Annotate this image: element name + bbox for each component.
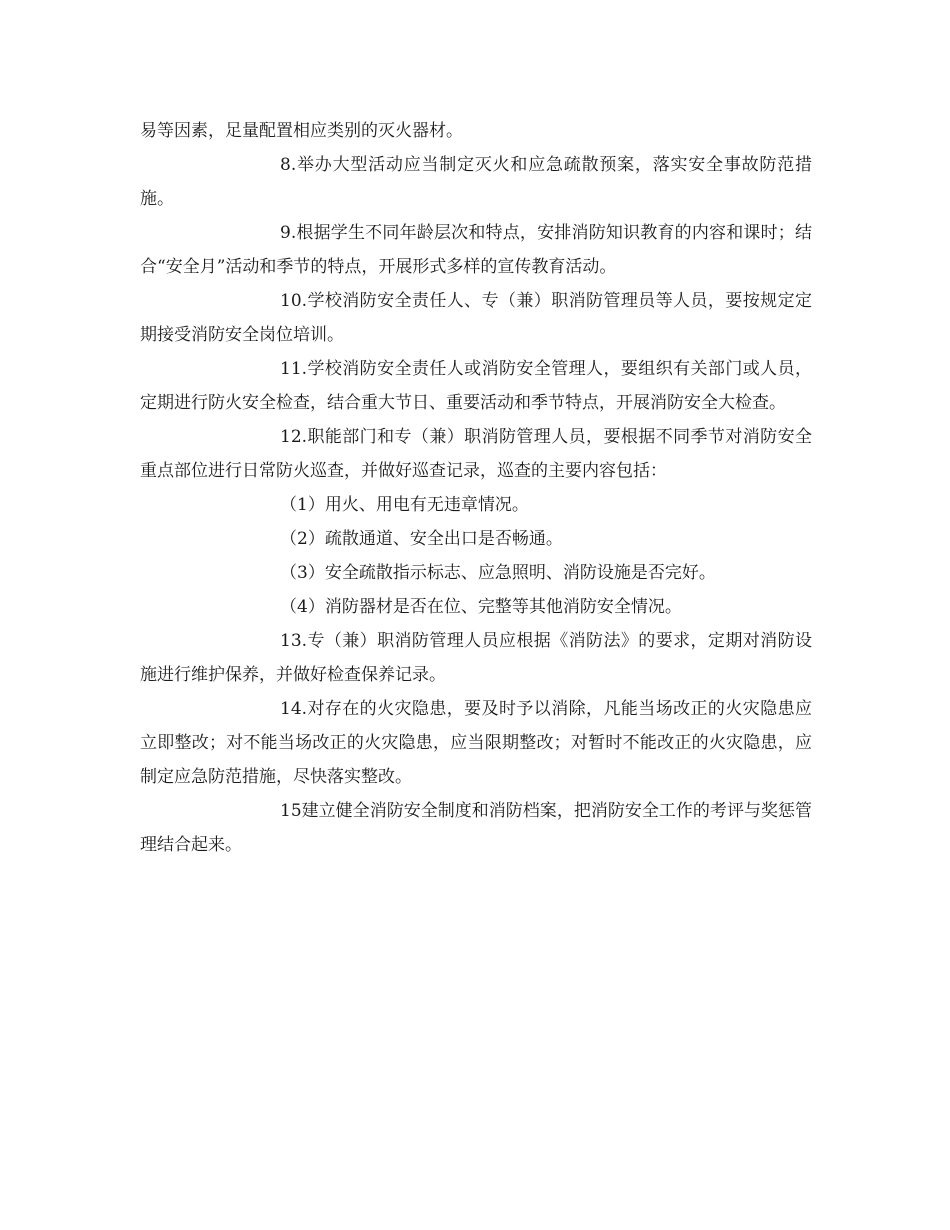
sub-item-3: （3）安全疏散指示标志、应急照明、消防设施是否完好。 xyxy=(280,563,716,583)
paragraph-item-10: 10.学校消防安全责任人、专（兼）职消防管理员等人员，要按规定定期接受消防安全岗位培训。 xyxy=(140,291,812,345)
sub-item-1: （1）用火、用电有无违章情况。 xyxy=(280,495,529,515)
sub-item-2: （2）疏散通道、安全出口是否畅通。 xyxy=(280,529,563,549)
paragraph-item-8: 8.举办大型活动应当制定灭火和应急疏散预案，落实安全事故防范措施。 xyxy=(140,155,812,209)
paragraph-item-11: 11.学校消防安全责任人或消防安全管理人，要组织有关部门或人员，定期进行防火安全检查，结合重大节日、重要活动和季节特点，开展消防安全大检查。 xyxy=(140,359,812,413)
paragraph-item-12: 12.职能部门和专（兼）职消防管理人员，要根据不同季节对消防安全重点部位进行日常防火巡查，并做好巡查记录，巡查的主要内容包括： xyxy=(140,427,812,481)
paragraph-item-13: 13.专（兼）职消防管理人员应根据《消防法》的要求，定期对消防设施进行维护保养，并做好检查保养记录。 xyxy=(140,631,812,685)
paragraph-item-15: 15建立健全消防安全制度和消防档案，把消防安全工作的考评与奖惩管理结合起来。 xyxy=(140,801,812,855)
paragraph-item-14: 14.对存在的火灾隐患，要及时予以消除，凡能当场改正的火灾隐患应立即整改；对不能当场改正的火灾隐患，应当限期整改；对暂时不能改正的火灾隐患，应制定应急防范措施，尽快落实整改。 xyxy=(140,699,812,787)
sub-item-4: （4）消防器材是否在位、完整等其他消防安全情况。 xyxy=(280,597,682,617)
paragraph-continuation: 易等因素，足量配置相应类别的灭火器材。 xyxy=(140,121,463,141)
paragraph-item-9: 9.根据学生不同年龄层次和特点，安排消防知识教育的内容和课时；结合“安全月”活动和季节的特点，开展形式多样的宣传教育活动。 xyxy=(140,223,812,277)
document-body xyxy=(140,114,812,862)
